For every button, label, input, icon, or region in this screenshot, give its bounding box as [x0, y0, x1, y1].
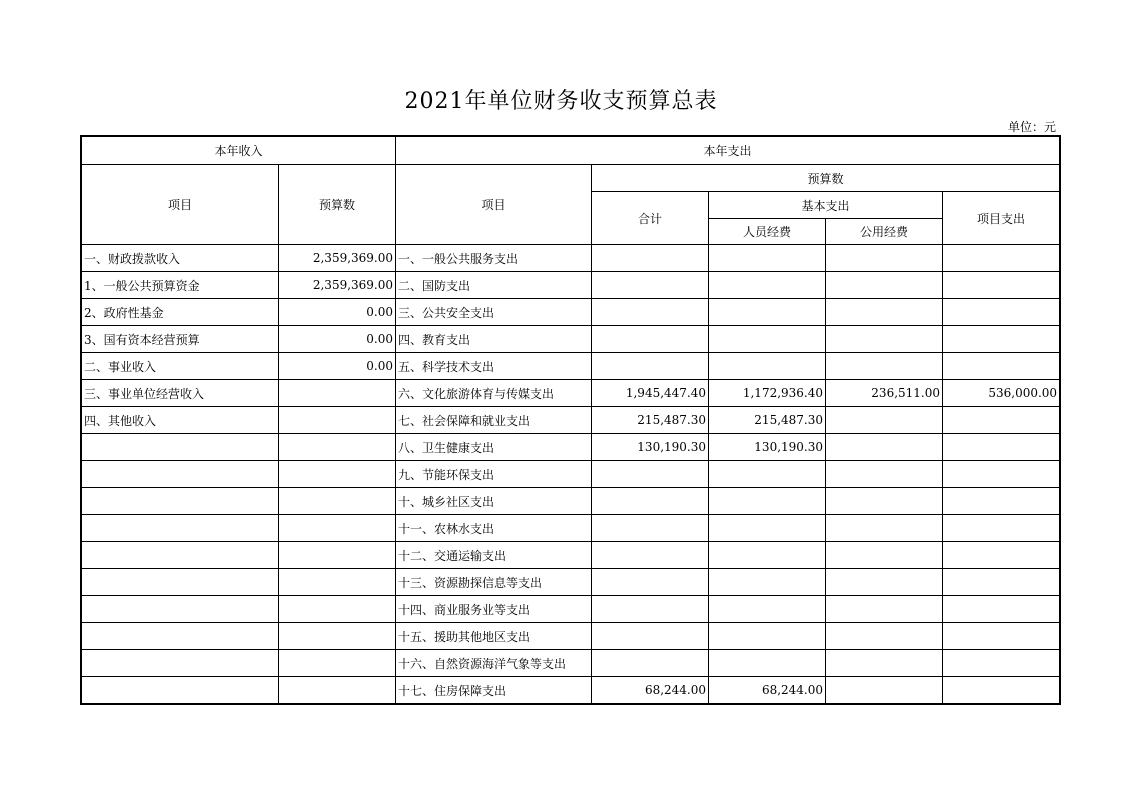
- expense-item-cell: 八、卫生健康支出: [396, 434, 592, 461]
- total-cell: 68,244.00: [592, 677, 709, 704]
- table-row: [82, 677, 1060, 704]
- total-cell: [592, 353, 709, 380]
- public-cell: [826, 569, 943, 596]
- personnel-cell: [709, 488, 826, 515]
- expense-item-cell: 六、文化旅游体育与传媒支出: [396, 380, 592, 407]
- personnel-cell: 130,190.30: [709, 434, 826, 461]
- income-item-cell: 1、一般公共预算资金: [82, 272, 279, 299]
- income-item-cell: 二、事业收入: [82, 353, 279, 380]
- income-budget-cell: [279, 407, 396, 434]
- income-budget-cell: [279, 569, 396, 596]
- project-cell: [943, 299, 1060, 326]
- public-cell: [826, 515, 943, 542]
- income-item-cell: [82, 569, 279, 596]
- income-item-cell: [82, 623, 279, 650]
- income-item-cell: 3、国有资本经营预算: [82, 326, 279, 353]
- table-row: [82, 515, 1060, 542]
- expense-item-cell: 三、公共安全支出: [396, 299, 592, 326]
- income-item-cell: [82, 434, 279, 461]
- personnel-cell: [709, 326, 826, 353]
- income-budget-cell: [279, 515, 396, 542]
- project-cell: [943, 596, 1060, 623]
- project-cell: [943, 515, 1060, 542]
- basic-group-header: 基本支出: [709, 192, 943, 219]
- total-cell: 215,487.30: [592, 407, 709, 434]
- expense-item-cell: 二、国防支出: [396, 272, 592, 299]
- expense-item-cell: 十七、住房保障支出: [396, 677, 592, 704]
- public-cell: [826, 245, 943, 272]
- expense-item-cell: 十六、自然资源海洋气象等支出: [396, 650, 592, 677]
- income-item-cell: 一、财政拨款收入: [82, 245, 279, 272]
- public-cell: [826, 488, 943, 515]
- income-item-cell: 2、政府性基金: [82, 299, 279, 326]
- income-budget-header: 预算数: [279, 165, 396, 245]
- income-item-cell: 三、事业单位经营收入: [82, 380, 279, 407]
- income-budget-cell: 0.00: [279, 353, 396, 380]
- project-cell: [943, 326, 1060, 353]
- income-item-cell: 四、其他收入: [82, 407, 279, 434]
- income-budget-cell: [279, 542, 396, 569]
- income-item-cell: [82, 650, 279, 677]
- expense-item-cell: 十一、农林水支出: [396, 515, 592, 542]
- total-cell: 130,190.30: [592, 434, 709, 461]
- expense-group-header: 本年支出: [396, 137, 1060, 165]
- public-cell: [826, 461, 943, 488]
- income-item-cell: [82, 461, 279, 488]
- header-row-budget: [82, 165, 1060, 192]
- total-cell: [592, 515, 709, 542]
- table-row: [82, 569, 1060, 596]
- personnel-cell: [709, 650, 826, 677]
- table-row: [82, 461, 1060, 488]
- total-cell: 1,945,447.40: [592, 380, 709, 407]
- income-budget-cell: 2,359,369.00: [279, 272, 396, 299]
- income-budget-cell: 0.00: [279, 299, 396, 326]
- personnel-cell: [709, 569, 826, 596]
- project-cell: [943, 488, 1060, 515]
- table-row: [82, 488, 1060, 515]
- project-cell: 536,000.00: [943, 380, 1060, 407]
- expense-item-cell: 九、节能环保支出: [396, 461, 592, 488]
- income-budget-cell: [279, 596, 396, 623]
- project-cell: [943, 434, 1060, 461]
- income-item-cell: [82, 488, 279, 515]
- expense-item-cell: 一、一般公共服务支出: [396, 245, 592, 272]
- total-cell: [592, 596, 709, 623]
- total-cell: [592, 650, 709, 677]
- project-header: 项目支出: [943, 192, 1060, 245]
- budget-group-header: 预算数: [592, 165, 1060, 192]
- personnel-cell: [709, 353, 826, 380]
- public-header: 公用经费: [826, 219, 943, 245]
- budget-table: [81, 136, 1060, 704]
- public-cell: [826, 434, 943, 461]
- table-row: [82, 434, 1060, 461]
- personnel-cell: 68,244.00: [709, 677, 826, 704]
- income-budget-cell: [279, 677, 396, 704]
- public-cell: [826, 326, 943, 353]
- income-item-cell: [82, 677, 279, 704]
- income-budget-cell: 0.00: [279, 326, 396, 353]
- table-row: [82, 623, 1060, 650]
- table-row: [82, 596, 1060, 623]
- income-budget-cell: [279, 488, 396, 515]
- public-cell: [826, 677, 943, 704]
- personnel-cell: [709, 542, 826, 569]
- personnel-cell: [709, 272, 826, 299]
- public-cell: [826, 299, 943, 326]
- income-item-header: 项目: [82, 165, 279, 245]
- total-cell: [592, 569, 709, 596]
- public-cell: [826, 623, 943, 650]
- personnel-cell: [709, 245, 826, 272]
- table-row: [82, 326, 1060, 353]
- income-group-header: 本年收入: [82, 137, 396, 165]
- public-cell: [826, 272, 943, 299]
- income-item-cell: [82, 542, 279, 569]
- total-cell: [592, 272, 709, 299]
- total-cell: [592, 542, 709, 569]
- project-cell: [943, 623, 1060, 650]
- personnel-cell: [709, 515, 826, 542]
- income-item-cell: [82, 515, 279, 542]
- total-cell: [592, 326, 709, 353]
- expense-item-cell: 五、科学技术支出: [396, 353, 592, 380]
- total-cell: [592, 461, 709, 488]
- total-cell: [592, 245, 709, 272]
- expense-item-cell: 四、教育支出: [396, 326, 592, 353]
- table-row: [82, 245, 1060, 272]
- expense-item-header: 项目: [396, 165, 592, 245]
- personnel-cell: 215,487.30: [709, 407, 826, 434]
- personnel-cell: [709, 461, 826, 488]
- table-row: [82, 650, 1060, 677]
- total-cell: [592, 488, 709, 515]
- project-cell: [943, 353, 1060, 380]
- public-cell: [826, 353, 943, 380]
- personnel-cell: [709, 623, 826, 650]
- expense-item-cell: 十五、援助其他地区支出: [396, 623, 592, 650]
- personnel-header: 人员经费: [709, 219, 826, 245]
- table-row: [82, 353, 1060, 380]
- income-budget-cell: 2,359,369.00: [279, 245, 396, 272]
- table-row: [82, 272, 1060, 299]
- personnel-cell: 1,172,936.40: [709, 380, 826, 407]
- project-cell: [943, 245, 1060, 272]
- project-cell: [943, 650, 1060, 677]
- table-row: [82, 407, 1060, 434]
- income-budget-cell: [279, 461, 396, 488]
- expense-item-cell: 十三、资源勘探信息等支出: [396, 569, 592, 596]
- expense-item-cell: 十、城乡社区支出: [396, 488, 592, 515]
- project-cell: [943, 407, 1060, 434]
- personnel-cell: [709, 596, 826, 623]
- unit-label: 单位：元: [1007, 120, 1056, 134]
- income-budget-cell: [279, 623, 396, 650]
- page-title: 2021年单位财务收支预算总表: [404, 89, 718, 114]
- personnel-cell: [709, 299, 826, 326]
- table-row: [82, 542, 1060, 569]
- expense-item-cell: 七、社会保障和就业支出: [396, 407, 592, 434]
- expense-item-cell: 十四、商业服务业等支出: [396, 596, 592, 623]
- project-cell: [943, 461, 1060, 488]
- public-cell: [826, 407, 943, 434]
- header-row-groups: [82, 137, 1060, 165]
- table-row: [82, 380, 1060, 407]
- income-item-cell: [82, 596, 279, 623]
- project-cell: [943, 272, 1060, 299]
- public-cell: [826, 650, 943, 677]
- total-header: 合计: [592, 192, 709, 245]
- expense-item-cell: 十二、交通运输支出: [396, 542, 592, 569]
- public-cell: [826, 542, 943, 569]
- project-cell: [943, 569, 1060, 596]
- project-cell: [943, 677, 1060, 704]
- total-cell: [592, 299, 709, 326]
- total-cell: [592, 623, 709, 650]
- income-budget-cell: [279, 434, 396, 461]
- income-budget-cell: [279, 380, 396, 407]
- public-cell: 236,511.00: [826, 380, 943, 407]
- project-cell: [943, 542, 1060, 569]
- table-row: [82, 299, 1060, 326]
- income-budget-cell: [279, 650, 396, 677]
- public-cell: [826, 596, 943, 623]
